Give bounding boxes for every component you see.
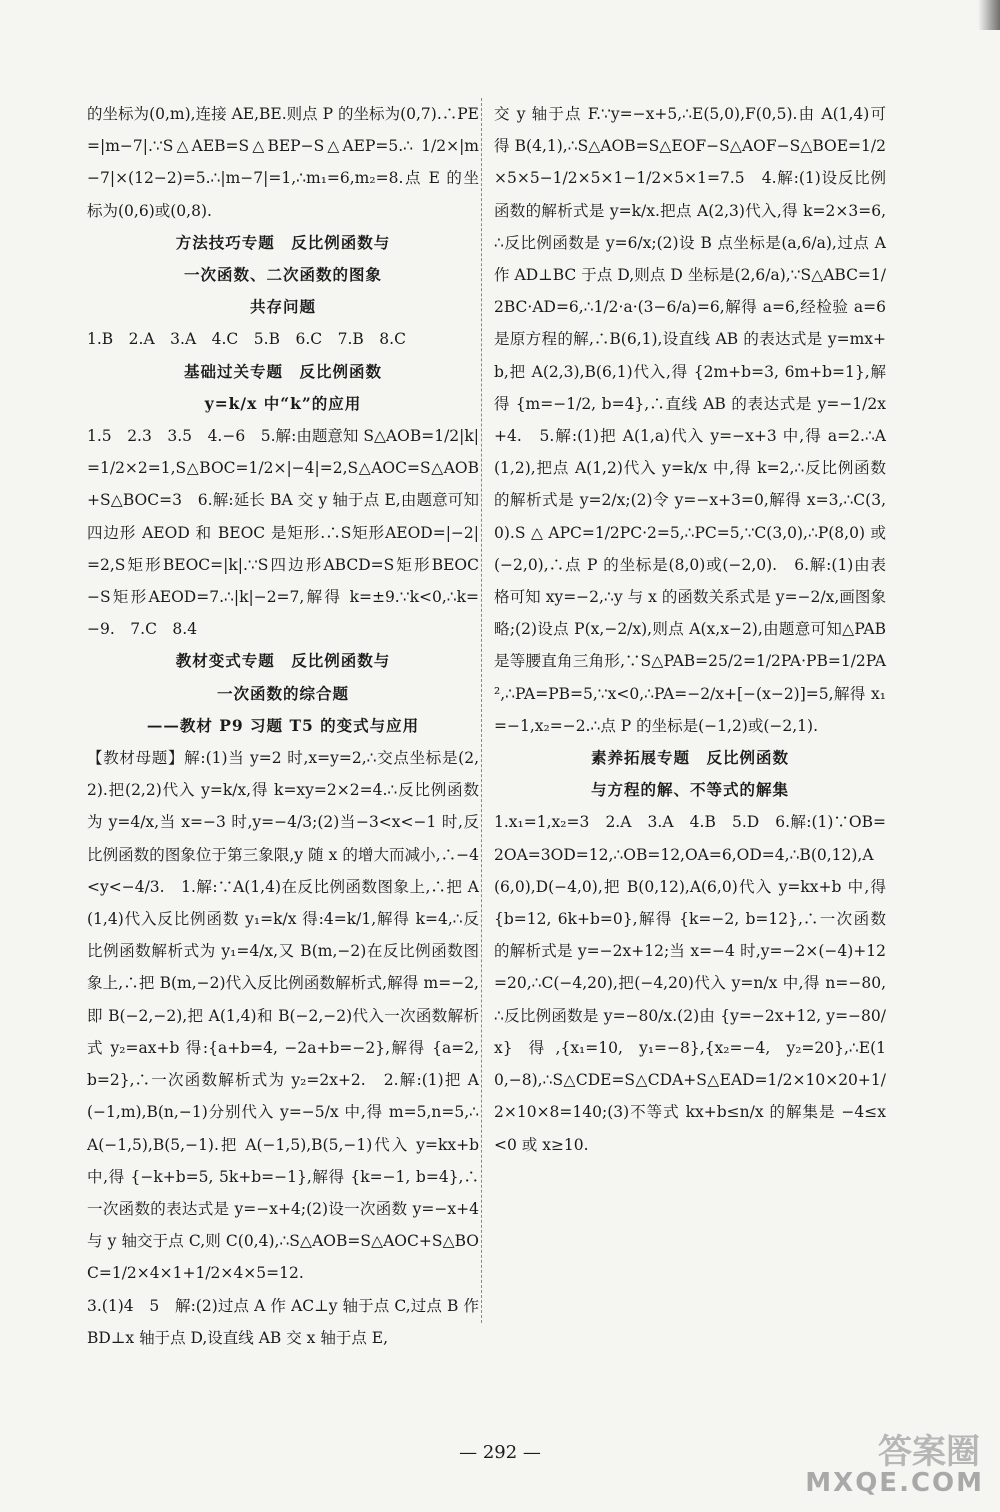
left-intro-text: 的坐标为(0,m),连接 AE,BE.则点 P 的坐标为(0,7).∴PE=|m−7|.∵S△AEB=S△BEP−S△AEP=5.∴ 1/2×|m−7|×(12−2)=5.∴|m−7|=1,∴m₁=6,m₂=8.点 E 的坐标为(0,6)或(0,8). [87,105,479,220]
section-heading-basic-1: 基础过关专题 反比例函数 [183,361,382,381]
column-divider [481,98,482,1323]
section-heading-method-2: 一次函数、二次函数的图象 [183,265,382,285]
right-column [494,98,886,1161]
watermark-logo: 答案圈 [878,1432,980,1472]
section-heading-textbook-2: 一次函数的综合题 [216,683,349,703]
scan-edge-shadow [978,0,1000,30]
section-heading-method-1: 方法技巧专题 反比例函数与 [175,232,391,252]
right-continuation-text: 交 y 轴于点 F.∵y=−x+5,∴E(5,0),F(0,5).由 A(1,4)可得 B(4,1),∴S△AOB=S△EOF−S△AOF−S△BOE=1/2×5×5−1/2×5×1−1/2×5×1=7.5 4.解:(1)设反比例函数的解析式是 y=k/x.把点 A(2,3)代入,得 k=2×3=6,∴反比例函数是 y=6/x;(2)设 B 点坐标是(a,6/a),过点 A 作 AD⊥BC 于点 D,则点 D 坐标是(2,6/a),∵S△ABC=1/2BC·AD=6,∴1/2·a·(3−6/a)=6,解得 a=6,经检验 a=6 是原方程的解,∴B(6,1),设直线 AB 的表达式是 y=mx+b,把 A(2,3),B(6,1)代入,得 {2m+b=3, 6m+b=1},解得 {m=−1/2, b=4},∴直线 AB 的表达式是 y=−1/2x+4. 5.解:(1)把 A(1,a)代入 y=−x+3 中,得 a=2.∴A(1,2),把点 A(1,2)代入 y=k/x 中,得 k=2,∴反比例函数的解析式是 y=2/x;(2)令 y=−x+3=0,解得 x=3,∴C(3,0).S△APC=1/2PC·2=5,∴PC=5,∵C(3,0),∴P(8,0)或(−2,0),∴点 P 的坐标是(8,0)或(−2,0). 6.解:(1)由表格可知 xy=−2,∴y 与 x 的函数关系式是 y=−2/x,画图象略;(2)设点 P(x,−2/x),则点 A(x,x−2),由题意可知△PAB 是等腰直角三角形,∵S△PAB=25/2=1/2PA·PB=1/2PA²,∴PA=PB=5,∵x<0,∴PA=−2/x+[−(x−2)]=5,解得 x₁=−1,x₂=−2.∴点 P 的坐标是(−1,2)或(−2,1). [494,105,886,735]
section-heading-textbook-3: ——教材 P9 习题 T5 的变式与应用 [146,715,420,735]
section-heading-literacy-2: 与方程的解、不等式的解集 [590,780,789,800]
site-watermark [805,1422,992,1506]
basic-answers-text: 1.5 2.3 3.5 4.−6 5.解:由题意知 S△AOB=1/2|k|=1/2×2=1,S△BOC=1/2×|−4|=2,S△AOC=S△AOB+S△BOC=3 6.解:延长 BA 交 y 轴于点 E,由题意可知四边形 AEOD 和 BEOC 是矩形.∴S矩形AEOD=|−2|=2,S矩形BEOC=|k|.∵S四边形ABCD=S矩形BEOC−S矩形AEOD=7.∴|k|−2=7,解得 k=±9.∵k<0,∴k=−9. 7.C 8.4 [87,427,479,639]
textbook-item-3-text: 3.(1)4 5 解:(2)过点 A 作 AC⊥y 轴于点 C,过点 B 作 BD⊥x 轴于点 D,设直线 AB 交 x 轴于点 E, [87,1296,479,1347]
section-heading-basic-2: y=k/x 中“k”的应用 [204,393,362,413]
section-heading-method-3: 共存问题 [249,297,316,317]
watermark-url: MXQE.COM [805,1468,984,1498]
literacy-answers-text: 1.x₁=1,x₂=3 2.A 3.A 4.B 5.D 6.解:(1)∵OB=2OA=3OD=12,∴OB=12,OA=6,OD=4,∴B(0,12),A(6,0),D(−4,0),把 B(0,12),A(6,0)代入 y=kx+b 中,得 {b=12, 6k+b=0},解得 {k=−2, b=12},∴一次函数的解析式是 y=−2x+12;当 x=−4 时,y=−2×(−4)+12=20,∴C(−4,20),把(−4,20)代入 y=n/x 中,得 n=−80,∴反比例函数是 y=−80/x.(2)由 {y=−2x+12, y=−80/x} 得,{x₁=10, y₁=−8},{x₂=−4, y₂=20},∴E(10,−8),∴S△CDE=S△CDA+S△EAD=1/2×10×20+1/2×10×8=140;(3)不等式 kx+b≤n/x 的解集是 −4≤x<0 或 x≥10. [494,813,886,1154]
left-column [87,98,479,1354]
section-heading-literacy-1: 素养拓展专题 反比例函数 [590,748,789,768]
textbook-answers-text: 【教材母题】解:(1)当 y=2 时,x=y=2,∴交点坐标是(2,2).把(2,2)代入 y=k/x,得 k=xy=2×2=4.∴反比例函数为 y=4/x,当 x=−3 时,y=−4/3;(2)当−3<x<−1 时,反比例函数的图象位于第三象限,y 随 x 的增大而减小,∴−4<y<−4/3. 1.解:∵A(1,4)在反比例函数图象上,∴把 A(1,4)代入反比例函数 y₁=k/x 得:4=k/1,解得 k=4,∴反比例函数解析式为 y₁=4/x,又 B(m,−2)在反比例函数图象上,∴把 B(m,−2)代入反比例函数解析式,解得 m=−2,即 B(−2,−2),把 A(1,4)和 B(−2,−2)代入一次函数解析式 y₂=ax+b 得:{a+b=4, −2a+b=−2},解得 {a=2, b=2},∴一次函数解析式为 y₂=2x+2. 2.解:(1)把 A(−1,m),B(n,−1)分别代入 y=−5/x 中,得 m=5,n=5,∴A(−1,5),B(5,−1).把 A(−1,5),B(5,−1)代入 y=kx+b 中,得 {−k+b=5, 5k+b=−1},解得 {k=−1, b=4},∴一次函数的表达式是 y=−x+4;(2)设一次函数 y=−x+4 与 y 轴交于点 C,则 C(0,4),∴S△AOB=S△AOC+S△BOC=1/2×4×1+1/2×4×5=12. [87,749,479,1283]
method-answers: 1.B 2.A 3.A 4.C 5.B 6.C 7.B 8.C [87,330,406,349]
section-heading-textbook-1: 教材变式专题 反比例函数与 [175,651,391,671]
page-number: — 292 — [459,1442,541,1463]
